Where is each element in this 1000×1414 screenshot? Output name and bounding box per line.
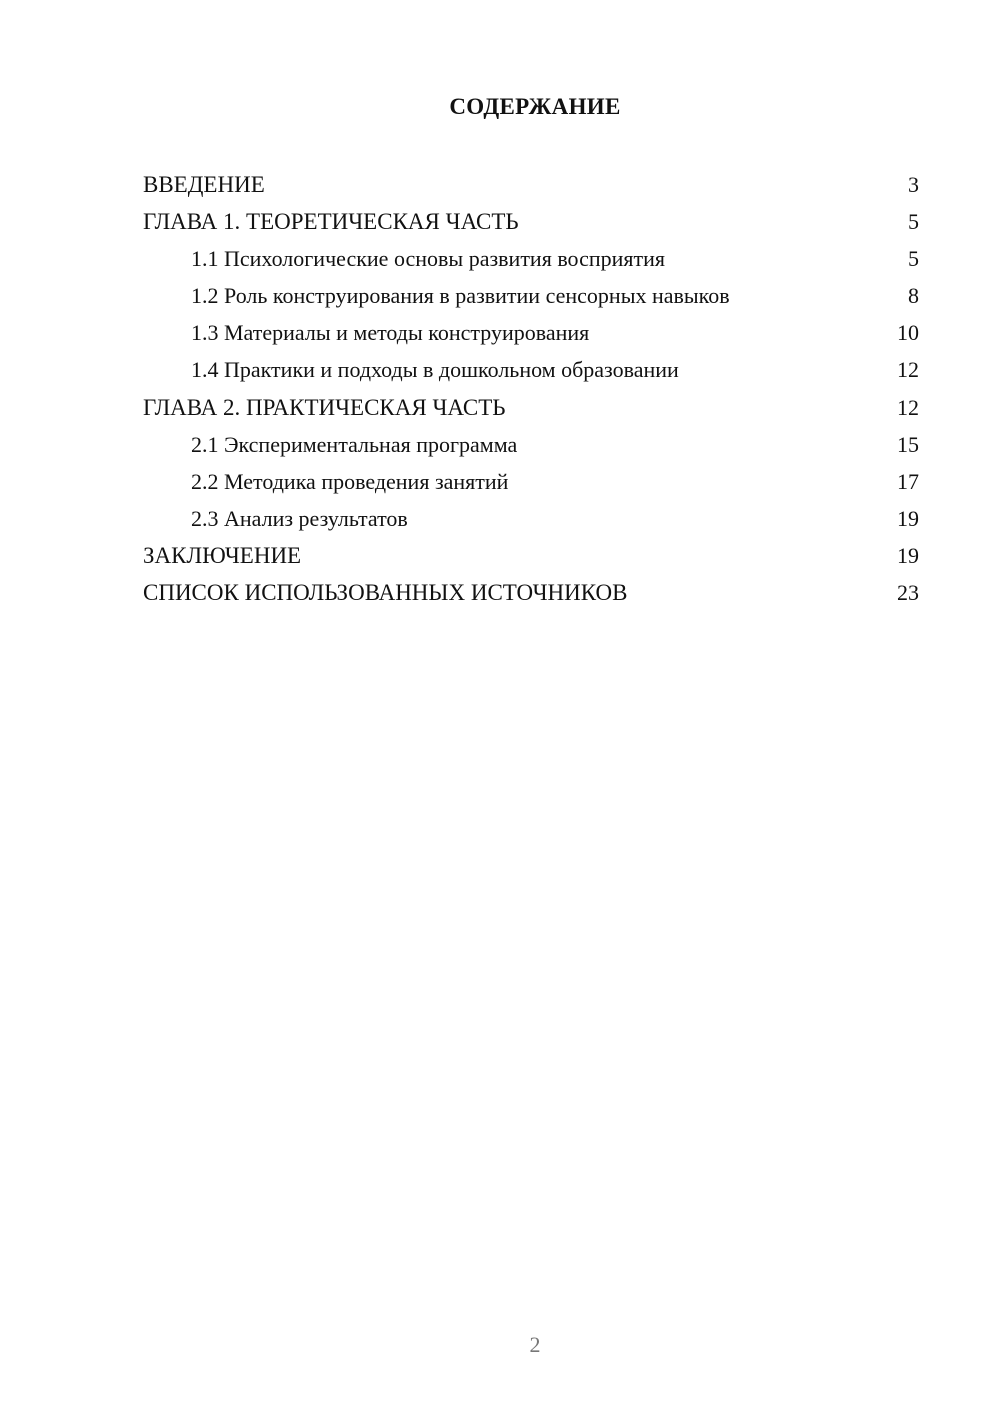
toc-entry-page: 8 bbox=[908, 283, 919, 309]
toc-entry-label: 2.2 Методика проведения занятий bbox=[191, 468, 509, 494]
toc-subentry bbox=[143, 426, 919, 463]
toc-title: СОДЕРЖАНИЕ bbox=[449, 94, 621, 119]
toc-subentry bbox=[143, 240, 919, 277]
toc-entry-page: 23 bbox=[897, 580, 919, 606]
toc-entry-page: 15 bbox=[897, 431, 919, 457]
toc-entry bbox=[143, 389, 919, 426]
toc-subentry bbox=[143, 314, 919, 351]
toc-entry bbox=[143, 203, 919, 240]
toc-subentry bbox=[143, 351, 919, 388]
table-of-contents bbox=[143, 166, 919, 611]
toc-entry-page: 12 bbox=[897, 357, 919, 383]
toc-entry-label: 2.1 Экспериментальная программа bbox=[191, 431, 518, 457]
toc-entry-label: 2.3 Анализ результатов bbox=[191, 505, 408, 531]
toc-entry-page: 5 bbox=[908, 209, 919, 235]
toc-entry-page: 19 bbox=[897, 505, 919, 531]
toc-entry-label: 1.2 Роль конструирования в развитии сенсорных навыков bbox=[191, 283, 730, 309]
toc-entry-page: 3 bbox=[908, 172, 919, 197]
toc-entry bbox=[143, 166, 919, 203]
toc-entry-page: 5 bbox=[908, 246, 919, 272]
toc-subentry bbox=[143, 277, 919, 314]
toc-entry-page: 10 bbox=[897, 320, 919, 346]
toc-subentry bbox=[143, 500, 919, 537]
toc-entry-label: 1.4 Практики и подходы в дошкольном образовании bbox=[191, 357, 679, 383]
page-number: 2 bbox=[529, 1332, 541, 1357]
toc-entry-label: ЗАКЛЮЧЕНИЕ bbox=[143, 542, 302, 568]
toc-entry bbox=[143, 537, 919, 574]
toc-entry-label: ГЛАВА 2. ПРАКТИЧЕСКАЯ ЧАСТЬ bbox=[143, 394, 506, 420]
toc-entry-page: 12 bbox=[897, 394, 919, 420]
toc-entry-label: ВВЕДЕНИЕ bbox=[143, 172, 265, 197]
toc-entry-label: 1.3 Материалы и методы конструирования bbox=[191, 320, 590, 346]
toc-entry-page: 17 bbox=[897, 468, 919, 494]
toc-entry-label: 1.1 Психологические основы развития восприятия bbox=[191, 246, 666, 272]
toc-subentry bbox=[143, 463, 919, 500]
toc-entry bbox=[143, 574, 919, 611]
toc-entry-page: 19 bbox=[897, 542, 919, 568]
toc-entry-label: СПИСОК ИСПОЛЬЗОВАННЫХ ИСТОЧНИКОВ bbox=[143, 580, 628, 606]
toc-entry-label: ГЛАВА 1. ТЕОРЕТИЧЕСКАЯ ЧАСТЬ bbox=[143, 209, 519, 235]
